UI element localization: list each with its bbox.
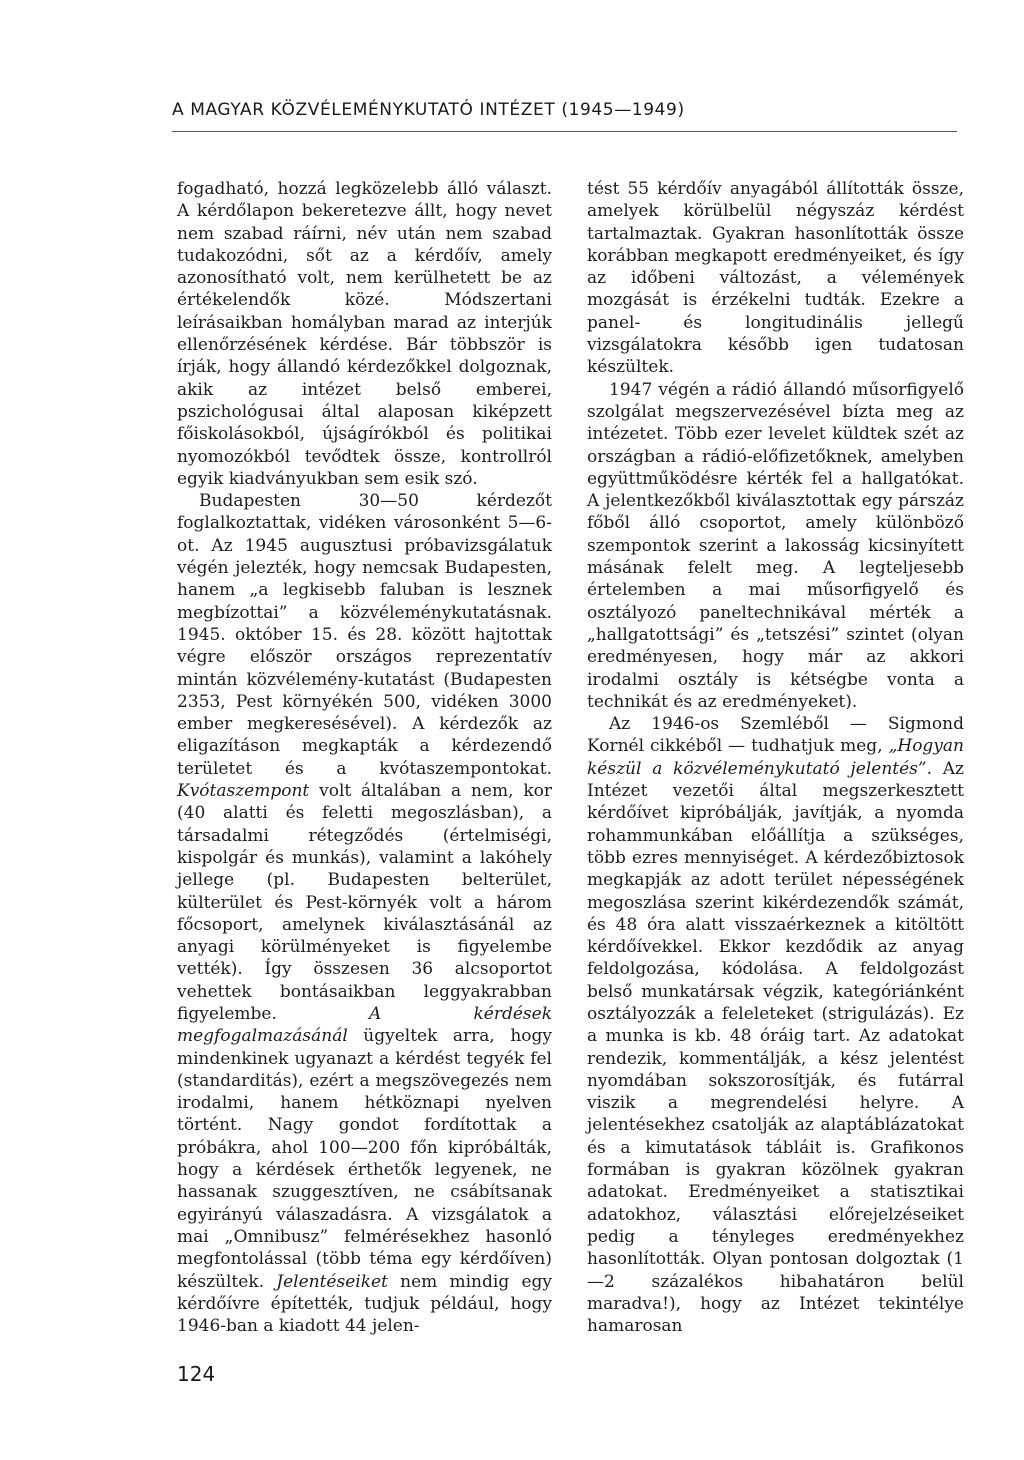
text-run: Az Intézet vezetői által megszerkesztett kérdőívet kipróbálják, javítják, a nyomda rohammunkában előállítja a szükséges, több ezres mennyiséget. A kérdezőbiztosok megkapják az adott terület népességének megoszlása szerint kikérdezendők számát, és 48 óra alatt visszaérkeznek a kitöltött kérdőívekkel. Ekkor kezdődik az anyag feldolgozása, kódolása. A feldolgozást belső munkatársak végzik, kategóriánként osztályozzák a feleleteket (strigulázás). Ez a munka is kb. 48 óráig tart. Az adatokat rendezik, kommentálják, a kész jelentést nyomdában sokszorosítják, és futárral viszik a megrendelési helyre. A jelentésekhez csatolják az alaptáblázatokat és a kimutatások tábláit is. Grafikonos formában is gyakran közölnek gyakran adatokat. Eredményeiket a statisztikai adatokhoz, választási előrejelzéseiket pedig a tényleges eredményekhez hasonlították. Olyan pontosan dolgoztak (1—2 százalékos hibahatáron belül maradva!), hogy az Intézet tekintélye hamarosan (587, 758, 965, 1337)
emphasis: Jelentéseiket (276, 1271, 388, 1292)
text-run: ügyeltek arra, hogy mindenkinek ugyanazt a kérdést tegyék fel (standarditás), ezért a megszövegezés nem irodalmi, hanem hétköznapi nyelven történt. Nagy gondot fordítottak a próbákra, ahol 100—200 főn kipróbálták, hogy a kérdések érthetők legyenek, ne hassanak szuggesztíven, ne csábítsanak egyirányú válaszadásra. A vizsgálatok a mai „Omnibusz” felmérésekhez hasonló megfontolással (több téma egy kérdőíven) készültek. (177, 1026, 552, 1292)
left-column (177, 178, 552, 1337)
emphasis: „Hogyan készül a közvéleménykutató jelentés”. (587, 736, 964, 779)
text-run: volt általában a nem, kor (40 alatti és feletti megoszlásban), a társadalmi rétegződés (értelmiségi, kispolgár és munkás), valamint a lakóhely jellege (pl. Budapesten belterület, külterület és Pest-környék volt a három főcsoport, amelynek kiválasztásánál az anyagi körülményeket is figyelembe vették). Így összesen 36 alcsoportot vehettek bontásaikban leggyakrabban figyelembe. (177, 781, 552, 1024)
emphasis: Kvótaszempont (177, 781, 310, 802)
text-run: Budapesten 30—50 kérdezőt foglalkoztattak, vidéken városonként 5—6-ot. Az 1945 augusztusi próbavizsgálatuk végén jelezték, hogy nemcsak Budapesten, hanem „a legkisebb faluban is lesznek megbízottai” a közvéleménykutatásnak. 1945. október 15. és 28. között hajtottak végre először országos reprezentatív mintán közvélemény-kutatást (Budapesten 2353, Pest környékén 500, vidéken 3000 ember megkeresésével). A kérdezők az eligazításon megkapták a kérdezendő területet és a kvótaszempontokat. (177, 491, 552, 779)
paragraph: fogadható, hozzá legközelebb álló választ. A kérdőlapon bekeretezve állt, hogy nevet nem szabad ráírni, név után nem szabad tudakozódni, sőt az a kérdőív, amely azonosítható volt, nem kerülhetett be az értékelendők közé. Módszertani leírásaikban homályban marad az interjúk ellenőrzésének kérdése. Bár többször is írják, hogy állandó kérdezőkkel dolgoznak, akik az intézet belső emberei, pszichológusai által alaposan kiképzett főiskolásokból, újságírókból és politikai nyomozókból tevődtek össze, kontrollról egyik kiadványukban sem esik szó. (177, 179, 552, 489)
paragraph (177, 490, 552, 1337)
header-rule (172, 131, 957, 132)
running-title: A MAGYAR KÖZVÉLEMÉNYKUTATÓ INTÉZET (1945—1949) (172, 100, 685, 120)
paragraph: 1947 végén a rádió állandó műsorfigyelő szolgálat megszervezésével bízta meg az intézetet. Több ezer levelet küldtek szét az országban a rádió-előfizetőknek, amelyben együttműködésre kérték fel a hallgatókat. A jelentkezőkből kiválasztottak egy párszáz főből álló csoportot, amely különböző szempontok szerint a lakosság kicsinyített másának felelt meg. A legteljesebb értelemben a mai műsorfigyelő és osztályozó paneltechnikával mérték a „hallgatottsági” és „tetszési” szintet (olyan eredményesen, hogy már az akkori irodalmi osztály is kétségbe vonta a technikát és az eredményeket). (587, 379, 964, 712)
page-number: 124 (177, 1362, 216, 1386)
text-run: nem mindig egy kérdőívre építették, tudjuk például, hogy 1946-ban a kiadott 44 jelen- (177, 1271, 552, 1337)
emphasis: A kérdések megfogalmazásánál (177, 1003, 552, 1047)
paragraph (587, 713, 964, 1337)
text-run: Az 1946-os Szemléből — Sigmond Kornél cikkéből — tudhatjuk meg, (587, 714, 964, 757)
paragraph: tést 55 kérdőív anyagából állították össze, amelyek körülbelül négyszáz kérdést tartalmaztak. Gyakran hasonlították össze korábban megkapott eredményeiket, és így az időbeni változást, a vélemények mozgását is érzékelni tudták. Ezekre a panel- és longitudinális jellegű vizsgálatokra később igen tudatosan készültek. (587, 179, 964, 378)
right-column (587, 178, 964, 1337)
